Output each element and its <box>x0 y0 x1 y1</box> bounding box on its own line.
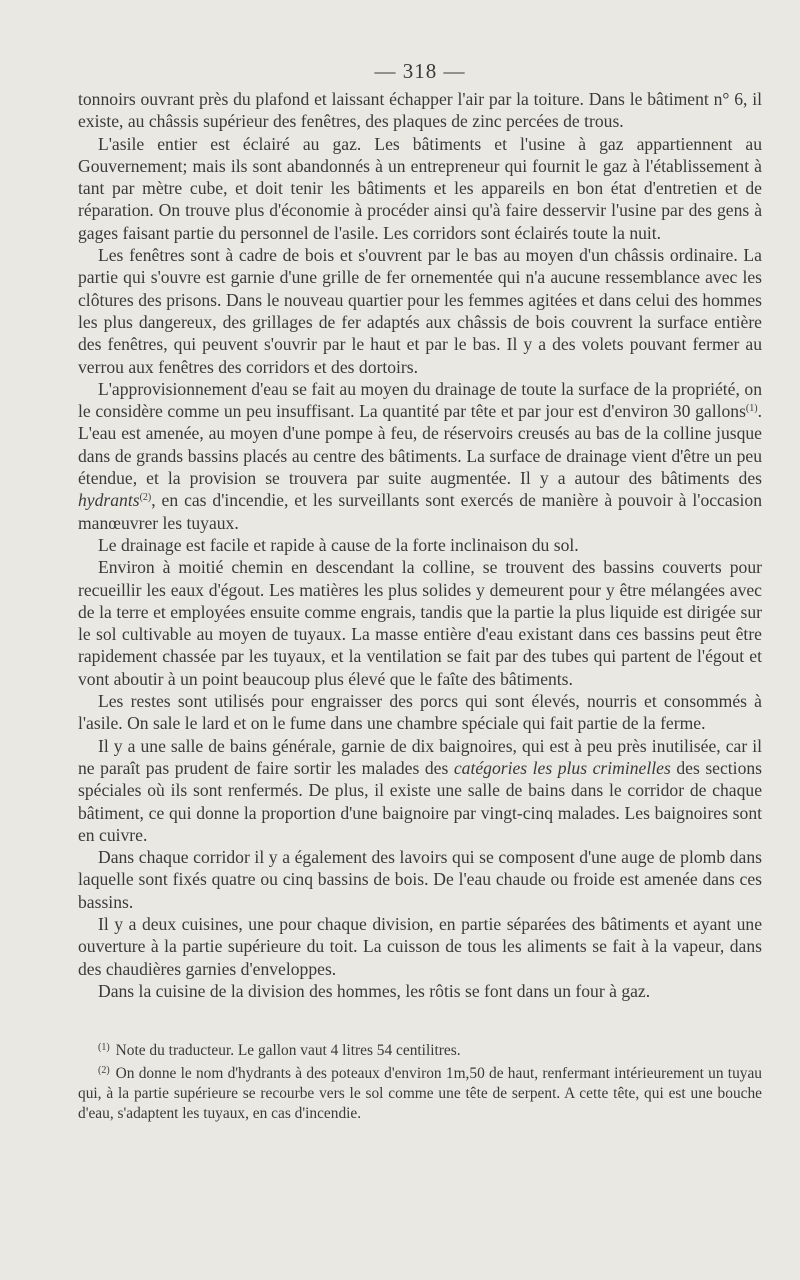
paragraph <box>78 244 762 378</box>
text-segment: Environ à moitié chemin en descendant la colline, se trouvent des bassins couverts pour recueillir les eaux d'égout. Les matières les plus solides y demeurent pour y être mélangées avec de la terre et employées ensuite comme engrais, tandis que la partie la plus liquide est dirigée sur le sol cultivable au moyen de tuyaux. La masse entière d'eau existant dans ces bassins peut être rapidement chassée par les tuyaux, et la ventilation se fait par des tubes qui partent de l'égout et vont aboutir à un point beaucoup plus élevé que le faîte des bâtiments. <box>78 557 762 689</box>
footnote-text: Note du traducteur. Le gallon vaut 4 litres 54 centilitres. <box>115 1042 461 1060</box>
text-segment: Il y a une salle de bains générale, garnie de dix baignoires, qui est à peu près inutilisée, car il ne paraît pas prudent de faire sortir les malades des <box>78 735 762 778</box>
italic-text: catégories les plus criminelles <box>453 757 671 778</box>
text-segment: L'approvisionnement d'eau se fait au moyen du drainage de toute la surface de la propriété, on le considère comme un peu insuffisant. La quantité par tête et par jour est d'environ 30 gallons <box>78 378 762 422</box>
paragraph <box>78 690 762 735</box>
paragraph <box>78 735 762 846</box>
paragraph <box>78 846 762 913</box>
footnote <box>78 1038 762 1061</box>
paragraph <box>78 378 762 534</box>
paragraph <box>78 913 762 980</box>
footnote-reference: (2) <box>139 492 152 504</box>
page-number: — 318 — <box>374 59 466 83</box>
paragraph <box>78 534 762 556</box>
text-segment: Le drainage est facile et rapide à cause de la forte inclinaison du sol. <box>98 534 579 555</box>
paragraph <box>78 88 762 133</box>
paragraph <box>78 133 762 244</box>
text-segment: Dans chaque corridor il y a également des lavoirs qui se composent d'une auge de plomb dans laquelle sont fixés quatre ou cinq bassins de bois. De l'eau chaude ou froide est amenée dans ces bassins. <box>78 847 762 912</box>
footnote-mark: (2) <box>98 1065 110 1077</box>
footnote-text: On donne le nom d'hydrants à des poteaux d'environ 1m,50 de haut, renfermant intérieurement un tuyau qui, à la partie supérieure se recourbe vers le sol comme une tête de serpent. A cette tête, qui est une bouche d'eau, s'adaptent les tuyaux, en cas d'incendie. <box>78 1065 762 1123</box>
text-segment: des sections spéciales où ils sont renfermés. De plus, il existe une salle de bains dans le corridor de chaque bâtiment, ce qui donne la proportion d'une baignoire par vingt-cinq malades. Les baignoires sont en cuivre. <box>78 757 763 845</box>
text-segment: Les restes sont utilisés pour engraisser des porcs qui sont élevés, nourris et consommés à l'asile. On sale le lard et on le fume dans une chambre spéciale qui fait partie de la ferme. <box>78 691 762 734</box>
text-segment: , en cas d'incendie, et les surveillants sont exercés de manière à pouvoir à l'occasion manœuvrer les tuyaux. <box>78 490 762 533</box>
text-segment: Il y a deux cuisines, une pour chaque division, en partie séparées des bâtiments et ayant une ouverture à la partie supérieure du toit. La cuisson de tous les aliments se fait à la vapeur, dans des chaudières garnies d'enveloppes. <box>78 913 762 979</box>
footnote <box>78 1061 762 1124</box>
footnotes <box>78 1038 762 1124</box>
paragraph <box>78 980 762 1002</box>
footnote-mark: (1) <box>98 1042 110 1054</box>
paragraph <box>78 556 762 690</box>
body-text <box>78 88 762 1002</box>
text-segment: tonnoirs ouvrant près du plafond et laissant échapper l'air par la toiture. Dans le bâtiment n° 6, il existe, au châssis supérieur des fenêtres, des plaques de zinc percées de trous. <box>78 89 762 132</box>
text-segment: . L'eau est amenée, au moyen d'une pompe à feu, de réservoirs creusés au bas de la colline jusque dans de grands bassins placés au centre des bâtiments. La surface de drainage vient d'être un peu étendue, et la provision se trouvera par suite augmentée. Il y a autour des bâtiments des <box>78 401 762 489</box>
text-segment: L'asile entier est éclairé au gaz. Les bâtiments et l'usine à gaz appartiennent au Gouvernement; mais ils sont abandonnés à un entrepreneur qui fournit le gaz à l'établissement à tant par mètre cube, et doit tenir les bâtiments et les appareils en bon état d'entretien et de réparation. On trouve plus d'économie à procéder ainsi qu'à faire desservir l'usine par des gens à gages faisant partie du personnel de l'asile. Les corridors sont éclairés toute la nuit. <box>78 133 762 243</box>
footnote-reference: (1) <box>745 403 758 415</box>
italic-text: hydrants <box>78 490 140 511</box>
text-segment: Les fenêtres sont à cadre de bois et s'ouvrent par le bas au moyen d'un châssis ordinaire. La partie qui s'ouvre est garnie d'une grille de fer ornementée qui n'a aucune ressemblance avec les clôtures des prisons. Dans le nouveau quartier pour les femmes agitées et dans celui des hommes les plus dangereux, des grillages de fer adaptés aux châssis de bois couvrent la surface entière des fenêtres, qui peuvent s'ouvrir par le haut et par le bas. Il y a des volets pouvant fermer au verrou aux fenêtres des corridors et des dortoirs. <box>78 245 762 377</box>
text-segment: Dans la cuisine de la division des hommes, les rôtis se font dans un four à gaz. <box>98 980 651 1001</box>
